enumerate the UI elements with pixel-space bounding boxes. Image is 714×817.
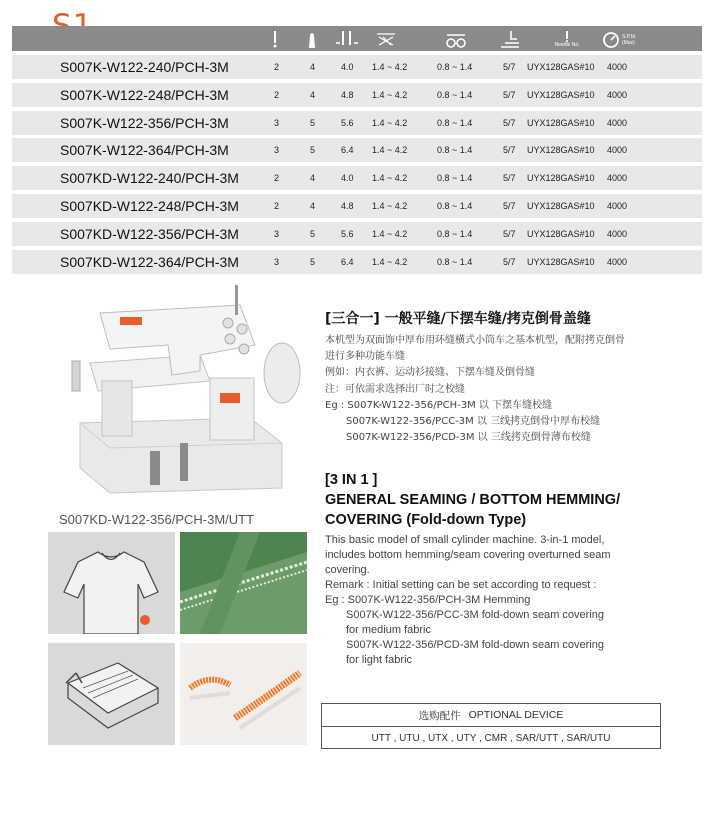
- green-fabric-stitch-image: [180, 532, 307, 634]
- cell-needles: 3: [274, 228, 280, 239]
- cell-stitch: 1.4 ~ 4.2: [372, 201, 408, 211]
- needle-gauge-icon: [336, 31, 358, 48]
- cell-stitch: 1.4 ~ 4.2: [372, 62, 408, 72]
- cell-lift: 5/7: [503, 173, 516, 184]
- cell-gauge: 4.0: [341, 62, 354, 72]
- cell-needle-type: UYX128GAS#10: [527, 201, 595, 211]
- en-text-line-indent: for light fabric: [346, 654, 413, 666]
- thread-count-icon: [305, 31, 319, 48]
- cell-gauge: 5.6: [341, 117, 354, 128]
- differential-ratio-icon: [444, 31, 468, 48]
- cell-gauge: 6.4: [341, 256, 354, 267]
- model-name: S007K-W122-356/PCH-3M: [60, 114, 229, 131]
- tshirt-application-image: [48, 532, 175, 634]
- cell-threads: 4: [310, 201, 316, 211]
- cell-stitch: 1.4 ~ 4.2: [372, 145, 408, 156]
- cell-speed: 4000: [607, 62, 628, 72]
- cell-stitch: 1.4 ~ 4.2: [372, 117, 408, 128]
- model-name: S007KD-W122-240/PCH-3M: [60, 170, 239, 187]
- table-row: [12, 55, 702, 79]
- cell-diff: 0.8 ~ 1.4: [437, 62, 473, 72]
- machine-photo: [50, 283, 305, 508]
- needle-type-icon: [552, 31, 582, 48]
- cell-gauge: 4.8: [341, 89, 354, 100]
- cell-diff: 0.8 ~ 1.4: [437, 228, 473, 239]
- cell-threads: 5: [310, 256, 316, 267]
- optional-device-box: [321, 703, 661, 749]
- cell-threads: 5: [310, 228, 316, 239]
- cn-text-line: Eg : S007K-W122-356/PCH-3M 以 下摆车缝校缝: [325, 399, 553, 411]
- table-row: [12, 166, 702, 190]
- en-text-line: Remark : Initial setting can be set according to request :: [325, 579, 597, 591]
- cell-lift: 5/7: [503, 117, 516, 128]
- en-text-line-indent: S007K-W122-356/PCD-3M fold-down seam covering: [346, 639, 605, 651]
- cn-text-line: 本机型为双面饰中厚布用环缝横式小筒车之基本机型，配附拷克倒骨: [325, 335, 625, 346]
- photo-caption: S007KD-W122-356/PCH-3M/UTT: [59, 512, 255, 527]
- cell-threads: 4: [310, 173, 316, 184]
- cell-diff: 0.8 ~ 1.4: [437, 145, 473, 156]
- cell-speed: 4000: [607, 145, 628, 156]
- model-name: S007KD-W122-248/PCH-3M: [60, 198, 239, 214]
- cell-needle-type: UYX128GAS#10: [527, 145, 595, 156]
- model-name: S007K-W122-364/PCH-3M: [60, 142, 229, 159]
- cell-needles: 3: [274, 145, 280, 156]
- cell-needle-type: UYX128GAS#10: [527, 173, 595, 184]
- en-text-line-indent: S007K-W122-356/PCC-3M fold-down seam covering: [346, 609, 605, 621]
- cell-diff: 0.8 ~ 1.4: [437, 117, 473, 128]
- cn-text-line: 注：可依需求选择出厂时之校缝: [325, 383, 465, 395]
- en-heading-3: COVERING (Fold-down Type): [325, 512, 527, 528]
- en-heading-1: [3 IN 1 ]: [325, 472, 378, 488]
- cell-speed: 4000: [607, 228, 628, 239]
- cell-speed: 4000: [607, 117, 628, 128]
- cn-text-line-indent: S007K-W122-356/PCC-3M 以 三线拷克倒骨中厚布校缝: [346, 416, 601, 427]
- cell-threads: 4: [310, 62, 316, 72]
- cell-needle-type: UYX128GAS#10: [527, 256, 595, 267]
- cell-gauge: 5.6: [341, 228, 354, 239]
- en-text-line: This basic model of small cylinder machine. 3-in-1 model,: [325, 534, 605, 546]
- optional-device-title-en: OPTIONAL DEVICE: [468, 709, 564, 721]
- needle-count-icon: [270, 31, 280, 48]
- cn-text-line-indent: S007K-W122-356/PCD-3M 以 三线拷克倒骨薄布校缝: [346, 432, 591, 444]
- cn-title: [三合一] 一般平缝/下摆车缝/拷克倒骨盖缝: [325, 311, 591, 327]
- optional-device-items: UTT , UTU , UTX , UTY , CMR , SAR/UTT , SAR/UTU: [371, 732, 611, 744]
- cell-gauge: 6.4: [341, 145, 354, 156]
- cell-gauge: 4.8: [341, 201, 354, 211]
- cell-needles: 2: [274, 201, 280, 211]
- cell-needles: 2: [274, 173, 280, 184]
- cell-threads: 5: [310, 117, 316, 128]
- table-row: [12, 138, 702, 162]
- cell-needle-type: UYX128GAS#10: [527, 62, 595, 72]
- model-name: S007K-W122-248/PCH-3M: [60, 86, 229, 103]
- cell-lift: 5/7: [503, 256, 516, 267]
- orange-overlock-stitch-image: [180, 643, 307, 745]
- cell-lift: 5/7: [503, 62, 516, 72]
- en-text-line: Eg : S007K-W122-356/PCH-3M Hemming: [325, 594, 531, 606]
- cell-threads: 4: [310, 89, 316, 100]
- model-name: S007KD-W122-364/PCH-3M: [60, 253, 239, 270]
- cell-diff: 0.8 ~ 1.4: [437, 256, 473, 267]
- needle-no-label: Needle No.: [554, 42, 580, 48]
- cell-lift: 5/7: [503, 201, 516, 211]
- cell-stitch: 1.4 ~ 4.2: [372, 228, 408, 239]
- model-name: S007KD-W122-356/PCH-3M: [60, 225, 239, 242]
- stitch-length-icon: [374, 31, 398, 48]
- optional-device-title-cn: 选购配件: [418, 709, 461, 722]
- cell-diff: 0.8 ~ 1.4: [437, 201, 473, 211]
- table-row: [12, 194, 702, 218]
- cn-text-line: 进行多种功能车缝: [325, 351, 405, 363]
- table-row: [12, 111, 702, 135]
- cell-lift: 5/7: [503, 89, 516, 100]
- en-heading-2: GENERAL SEAMING / BOTTOM HEMMING/: [325, 492, 621, 508]
- cell-gauge: 4.0: [341, 173, 354, 184]
- en-text-line: covering.: [325, 564, 370, 576]
- cell-stitch: 1.4 ~ 4.2: [372, 256, 408, 267]
- cell-needle-type: UYX128GAS#10: [527, 89, 595, 100]
- en-text-line: includes bottom hemming/seam covering overturned seam: [325, 549, 611, 561]
- cell-needles: 2: [274, 62, 280, 72]
- cell-speed: 4000: [607, 89, 628, 100]
- cell-needle-type: UYX128GAS#10: [527, 117, 595, 128]
- table-row: [12, 250, 702, 274]
- cell-speed: 4000: [607, 201, 628, 211]
- en-text-line-indent: for medium fabric: [346, 624, 431, 636]
- cell-needles: 3: [274, 117, 280, 128]
- cell-lift: 5/7: [503, 145, 516, 156]
- cell-threads: 5: [310, 145, 316, 156]
- model-name: S007K-W122-240/PCH-3M: [60, 59, 229, 75]
- table-row: [12, 83, 702, 107]
- cell-speed: 4000: [607, 173, 628, 184]
- cell-speed: 4000: [607, 256, 628, 267]
- cn-text-line: 例如：内衣裤、运动衫接缝、下摆车缝及倒骨缝: [325, 367, 535, 379]
- speed-icon: [602, 31, 646, 48]
- cell-diff: 0.8 ~ 1.4: [437, 173, 473, 184]
- cell-needle-type: UYX128GAS#10: [527, 228, 595, 239]
- table-row: [12, 222, 702, 246]
- cell-diff: 0.8 ~ 1.4: [437, 89, 473, 100]
- cell-lift: 5/7: [503, 228, 516, 239]
- cell-needles: 2: [274, 89, 280, 100]
- speed-label: S.P.M. (Max): [622, 33, 637, 46]
- cell-stitch: 1.4 ~ 4.2: [372, 173, 408, 184]
- presser-lift-icon: [498, 31, 522, 48]
- cell-needles: 3: [274, 256, 280, 267]
- cell-stitch: 1.4 ~ 4.2: [372, 89, 408, 100]
- folder-attachment-image: [48, 643, 175, 745]
